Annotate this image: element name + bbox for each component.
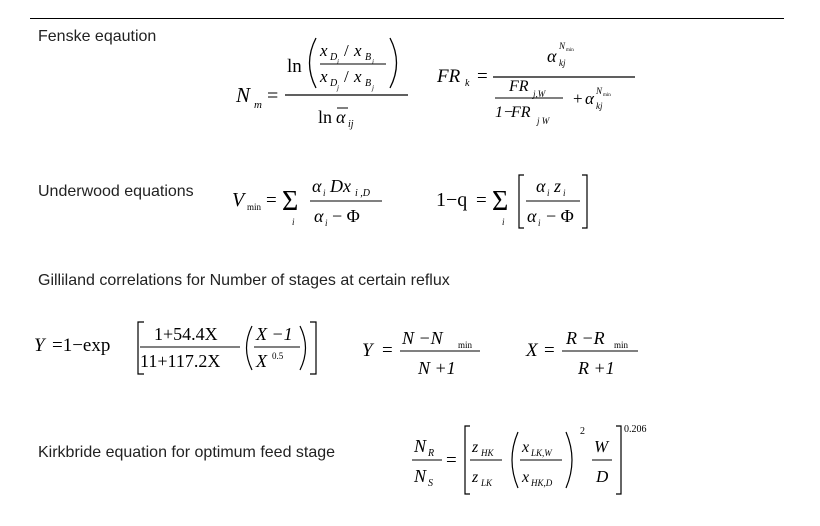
gilliland-label: Gilliland correlations for Number of stages at certain reflux <box>38 272 450 289</box>
svg-text:D: D <box>330 78 338 89</box>
svg-text:j W: j W <box>537 116 550 126</box>
svg-text:LK: LK <box>481 478 493 488</box>
svg-text:i: i <box>372 58 374 66</box>
svg-text:j: j <box>372 84 374 92</box>
svg-text:z: z <box>554 176 562 196</box>
svg-text:x: x <box>354 67 362 86</box>
svg-text:min: min <box>247 202 262 212</box>
svg-text:kj: kj <box>596 101 603 111</box>
svg-text:B: B <box>365 78 372 89</box>
svg-text:ln: ln <box>318 107 333 127</box>
svg-text:N: N <box>596 86 603 96</box>
svg-text:z: z <box>472 469 479 486</box>
svg-text:N +1: N +1 <box>418 358 456 378</box>
svg-text:2: 2 <box>580 426 585 437</box>
svg-text:N: N <box>559 41 566 51</box>
svg-text:S: S <box>428 478 433 489</box>
svg-text:1+54.4X: 1+54.4X <box>154 324 218 344</box>
svg-text:α: α <box>314 206 324 226</box>
svg-text:/: / <box>344 41 349 60</box>
svg-text:0.5: 0.5 <box>272 351 284 361</box>
fenske-nm-equation <box>230 28 410 138</box>
svg-text:R: R <box>428 448 435 459</box>
svg-text:α: α <box>536 176 546 196</box>
svg-text:min: min <box>566 48 574 53</box>
svg-text:Y: Y <box>362 340 373 361</box>
svg-text:z: z <box>472 439 479 456</box>
svg-text:Dx: Dx <box>330 176 351 196</box>
svg-text:0.206: 0.206 <box>624 424 647 435</box>
svg-text:x: x <box>320 67 328 86</box>
svg-text:N: N <box>414 436 427 456</box>
svg-text:min: min <box>614 340 629 350</box>
svg-text:=: = <box>382 340 393 361</box>
svg-text:i: i <box>547 188 550 198</box>
svg-text:min: min <box>603 93 611 98</box>
svg-text:Σ: Σ <box>282 186 299 217</box>
svg-text:i ,D: i ,D <box>355 188 370 199</box>
svg-text:min: min <box>458 340 473 350</box>
svg-text:X: X <box>256 351 267 371</box>
svg-text:i: i <box>325 218 328 228</box>
svg-text:=1−exp: =1−exp <box>52 335 111 356</box>
svg-text:j: j <box>337 84 339 92</box>
svg-text:i: i <box>502 217 505 227</box>
svg-text:+: + <box>573 89 583 108</box>
fenske-label: Fenske eqaution <box>38 28 157 45</box>
svg-text:kj: kj <box>559 58 566 68</box>
svg-text:i: i <box>292 217 295 227</box>
svg-text:x: x <box>522 469 530 486</box>
gilliland-x-equation <box>526 322 656 382</box>
fenske-nm-lhs-sub: m <box>254 99 262 111</box>
svg-text:i: i <box>563 188 566 198</box>
svg-text:FR: FR <box>511 104 531 121</box>
fenske-fr-lhs: FR <box>437 66 461 87</box>
underwood-label: Underwood equations <box>38 183 194 200</box>
svg-text:α: α <box>336 107 346 127</box>
fenske-ln-label: ln <box>287 56 302 77</box>
svg-text:α: α <box>585 89 594 108</box>
fenske-nm-lhs: N <box>236 83 251 107</box>
svg-text:x: x <box>522 439 530 456</box>
svg-text:ij: ij <box>348 119 354 130</box>
svg-text:R +1: R +1 <box>578 358 615 378</box>
svg-text:Y: Y <box>34 335 45 356</box>
svg-text:11+117.2X: 11+117.2X <box>140 351 221 371</box>
svg-text:− Φ: − Φ <box>546 206 574 226</box>
svg-text:x: x <box>354 41 362 60</box>
svg-text:W: W <box>594 437 609 456</box>
svg-text:=: = <box>266 190 277 211</box>
gilliland-y2-equation <box>362 322 492 382</box>
svg-text:LK,W: LK,W <box>531 448 552 458</box>
svg-text:N −N: N −N <box>402 328 443 348</box>
svg-text:j,W: j,W <box>533 89 546 99</box>
svg-text:α: α <box>547 46 557 66</box>
svg-text:D: D <box>330 52 338 63</box>
svg-text:R −R: R −R <box>566 328 605 348</box>
svg-text:α: α <box>312 176 322 196</box>
svg-text:Σ: Σ <box>492 186 509 217</box>
kirkbride-equation <box>410 420 670 500</box>
svg-text:/: / <box>344 67 349 86</box>
svg-text:N: N <box>414 466 427 486</box>
svg-text:=: = <box>476 190 487 211</box>
fenske-fr-equation <box>435 40 640 130</box>
svg-text:V: V <box>232 189 245 211</box>
svg-text:HK: HK <box>481 448 494 458</box>
svg-text:α: α <box>527 206 537 226</box>
svg-text:i: i <box>538 218 541 228</box>
kirkbride-label: Kirkbride equation for optimum feed stage <box>38 444 336 461</box>
svg-text:D: D <box>596 467 609 486</box>
svg-text:=: = <box>267 85 279 107</box>
svg-text:X: X <box>526 340 538 361</box>
svg-text:=: = <box>446 450 457 471</box>
svg-text:1−: 1− <box>495 104 514 121</box>
svg-text:1−q: 1−q <box>436 189 468 211</box>
underwood-vmin-equation <box>232 170 392 230</box>
svg-text:i: i <box>323 188 326 198</box>
gilliland-y-equation <box>34 318 334 378</box>
svg-text:x: x <box>320 41 328 60</box>
svg-text:FR: FR <box>509 78 529 95</box>
svg-text:k: k <box>465 78 470 89</box>
svg-text:HK,D: HK,D <box>531 478 553 488</box>
svg-text:X −1: X −1 <box>256 324 293 344</box>
svg-text:i: i <box>337 58 339 66</box>
top-rule <box>30 18 784 19</box>
svg-text:− Φ: − Φ <box>332 206 360 226</box>
svg-text:=: = <box>477 66 488 87</box>
svg-text:=: = <box>544 340 555 361</box>
underwood-q-equation <box>436 170 596 232</box>
svg-text:B: B <box>365 52 372 63</box>
